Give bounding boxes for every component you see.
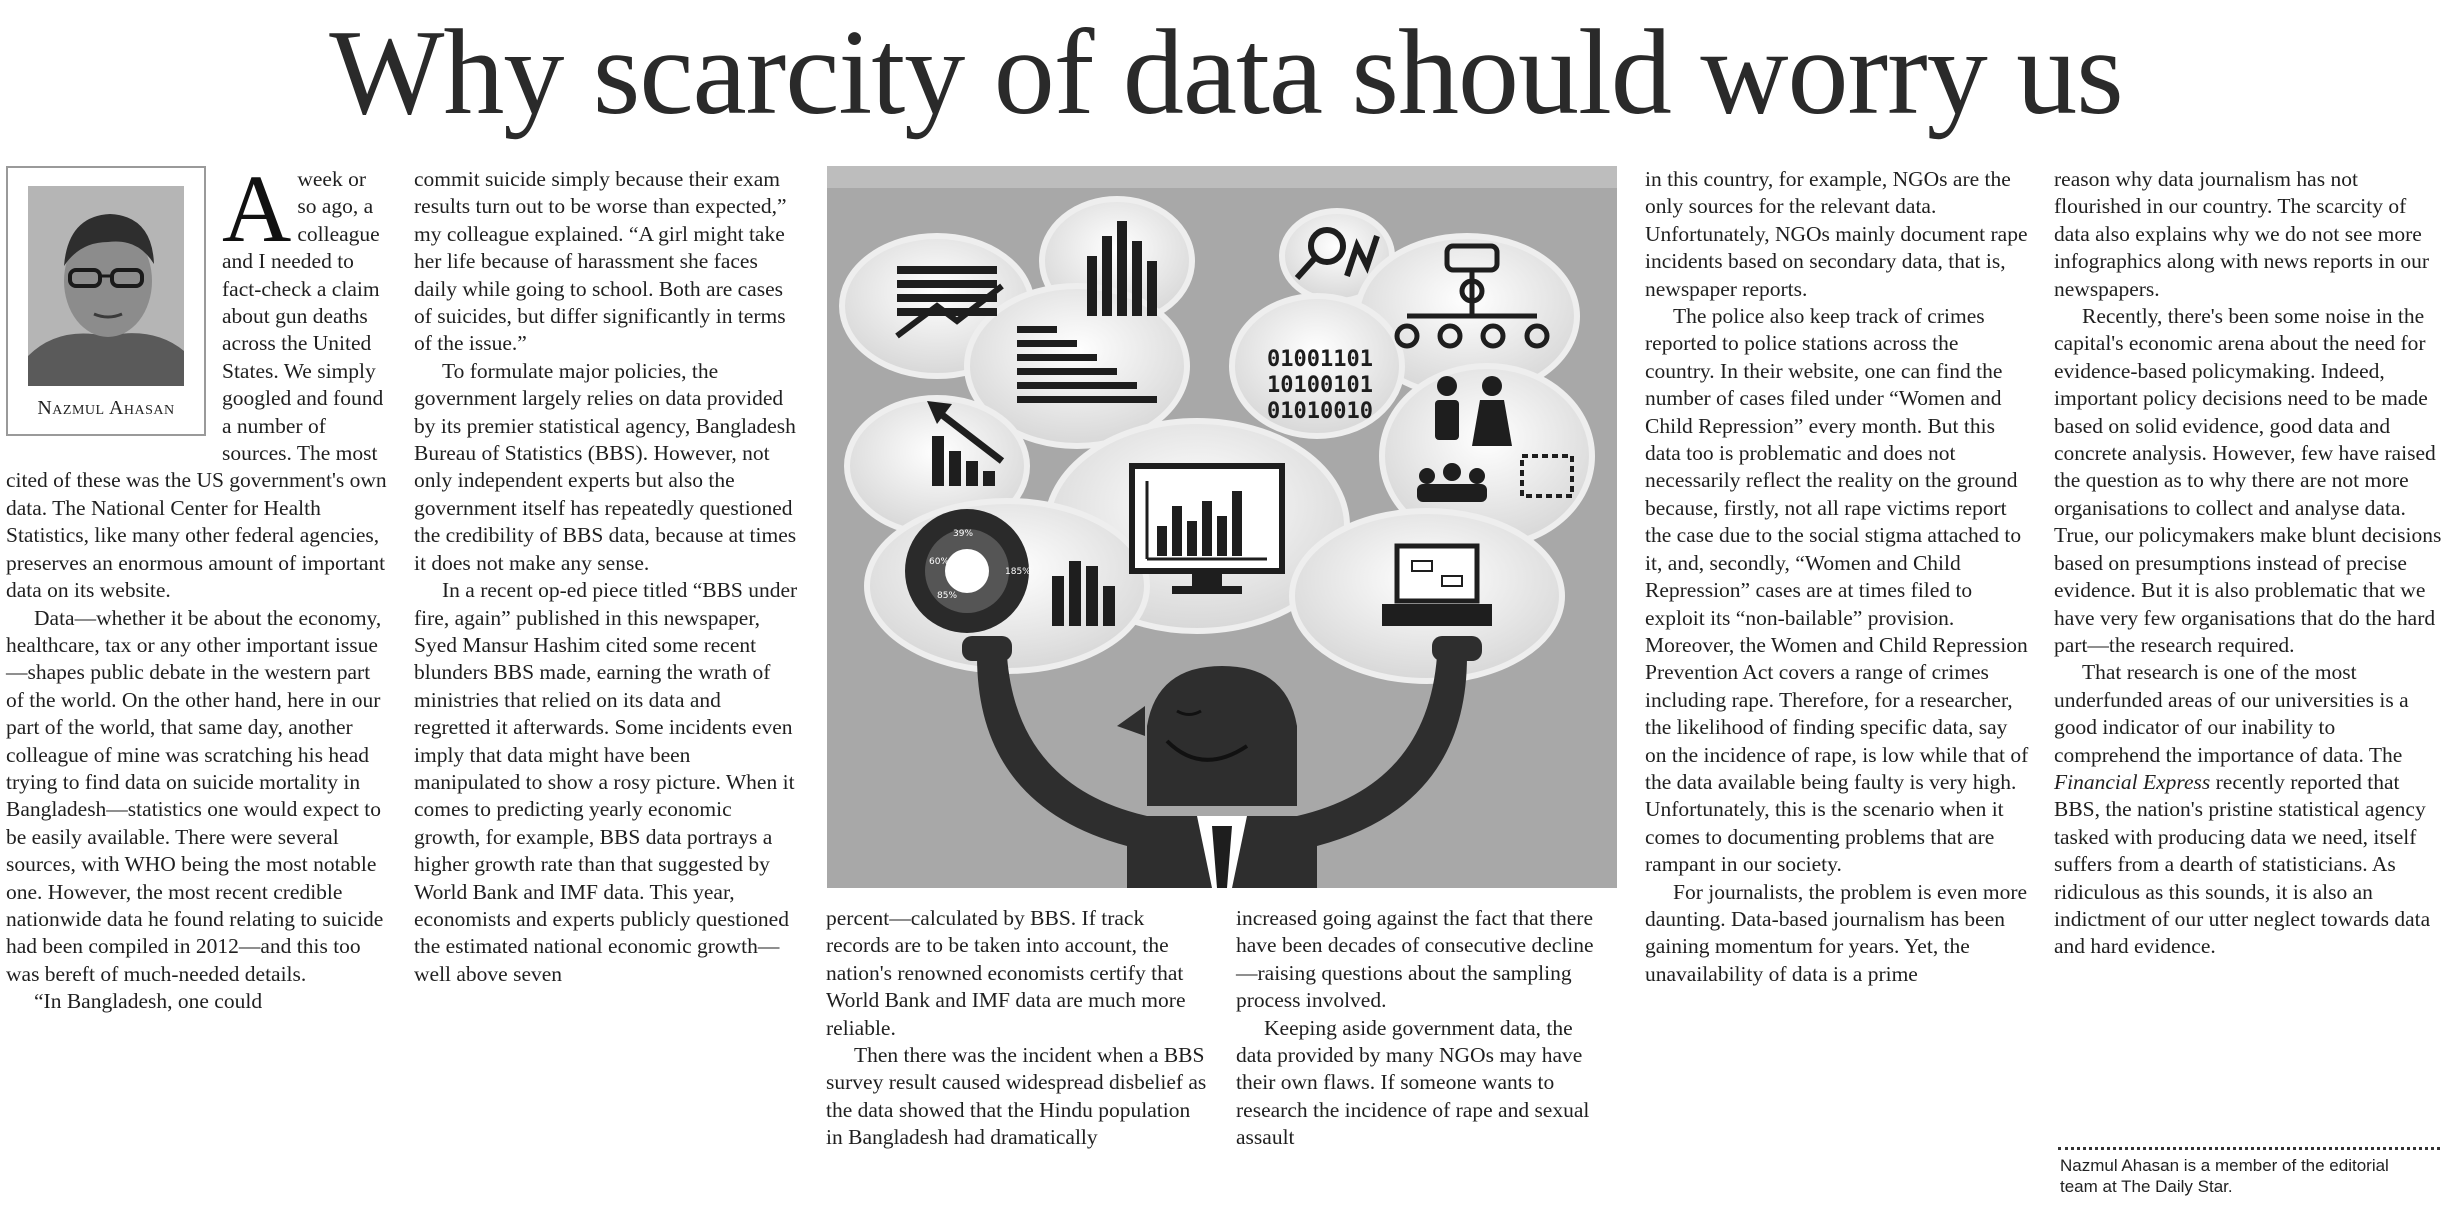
col5-paragraph-1: in this country, for example, NGOs are the only sources for the relevant data. Unfortunately, NGOs mainly document rape incidents based on secondary data, that is, newspaper reports. bbox=[1645, 167, 2028, 301]
col4-paragraph-2: Keeping aside government data, the data provided by many NGOs may have their own flaws. If someone wants to research the incidence of rape and sexual assault bbox=[1236, 1015, 1590, 1150]
col1-paragraph-1: week or so ago, a colleague and I needed to fact-check a claim about gun deaths across the United States. We simply googled and found a number of sources. The most cited of these was the US government's own data. The National Center for Health Statistics, like many other federal agencies, preserves an enormous amount of important data on its website. bbox=[6, 167, 387, 603]
author-bio-line-2: team at The Daily Star. bbox=[2060, 1177, 2233, 1196]
binary-line-3: 01010010 bbox=[1267, 399, 1373, 424]
author-photo bbox=[28, 186, 184, 386]
article-column-2 bbox=[414, 166, 800, 988]
article-column-3 bbox=[826, 905, 1211, 1152]
col6-paragraph-3-end: recently reported that BBS, the nation's pristine statistical agency tasked with producing data we need, itself suffers from a dearth of statisticians. As ridiculous as this sounds, it is also an indictment of our utter neglect towards data and hard evidence. bbox=[2054, 769, 2431, 959]
col2-paragraph-2: To formulate major policies, the government largely relies on data provided by its premier statistical agency, Bangladesh Bureau of Statistics (BBS). However, not only independent experts but also the government itself has repeatedly questioned the credibility of BBS data, because at times it does not make any sense. bbox=[414, 358, 797, 575]
donut-label-1: 39% bbox=[953, 529, 974, 539]
article-column-5 bbox=[1645, 166, 2031, 988]
col1-paragraph-2: Data—whether it be about the economy, healthcare, tax or any other important issue—shapes public debate in the western part of the world. On the other hand, here in our part of the world, that same day, another colleague of mine was scratching his head trying to find data on suicide mortality in Bangladesh—statistics one would expect to be easily available. There were several sources, with WHO being the most notable one. However, the most recent credible nationwide data he found relating to suicide had been compiled in 2012—and this too was bereft of much-needed details. bbox=[6, 605, 384, 986]
drop-cap: A bbox=[222, 155, 292, 262]
author-bio-line-1: Nazmul Ahasan is a member of the editorial bbox=[2060, 1156, 2389, 1175]
binary-line-1: 01001101 bbox=[1267, 347, 1373, 372]
publication-name: Financial Express bbox=[2054, 769, 2211, 794]
headline: Why scarcity of data should worry us bbox=[329, 5, 2123, 140]
author-bio bbox=[2060, 1155, 2440, 1197]
data-clouds-illustration bbox=[827, 166, 1617, 888]
col6-paragraph-3 bbox=[2054, 659, 2442, 960]
donut-label-2: 60% bbox=[929, 557, 950, 567]
col3-paragraph-2: Then there was the incident when a BBS survey result caused widespread disbelief as the data showed that the Hindu population in Bangladesh had dramatically bbox=[826, 1043, 1207, 1150]
col6-paragraph-2: Recently, there's been some noise in the capital's economic arena about the need for evidence-based policymaking. Indeed, important policy decisions need to be made based on solid evidence, good data and concrete analysis. However, few have raised the question as to why there are not more organisations to collect and analyse data. True, our policymakers make blunt decisions based on presumptions instead of precise evidence. But it is also problematic that we have very few organisations that do the hard part—the research required. bbox=[2054, 304, 2442, 657]
col6-paragraph-3-start: That research is one of the most underfunded areas of our universities is a good indicator of our inability to comprehend the importance of data. The bbox=[2054, 660, 2409, 767]
donut-label-4: 185% bbox=[1005, 567, 1031, 577]
col6-paragraph-1: reason why data journalism has not flourished in our country. The scarcity of data also explains why we do not see more infographics along with news reports in our newspapers. bbox=[2054, 167, 2429, 301]
author-box bbox=[6, 166, 206, 436]
author-name: Nazmul Ahasan bbox=[37, 396, 175, 419]
col2-paragraph-1: commit suicide simply because their exam results turn out to be worse than expected,” my colleague explained. “A girl might take her life because of harassment she faces daily while going to school. Both are cases of suicides, but differ significantly in terms of the issue.” bbox=[414, 167, 787, 356]
article-column-4 bbox=[1236, 905, 1612, 1152]
article-column-1 bbox=[6, 155, 390, 1016]
col5-paragraph-2: The police also keep track of crimes reported to police stations across the country. In their website, one can find the number of cases filed under “Women and Child Repression” every month. But this data too is problematic and does not necessarily reflect the reality on the ground because, firstly, not all rape victims report the case due to the social stigma attached to it, and, secondly, “Women and Child Repression” cases are at times filed to exploit its “non-bailable” provision. Moreover, the Women and Child Repression Prevention Act covers a range of crimes including rape. Therefore, for a researcher, the likelihood of finding specific data, say on the incidence of rape, is low while that of the data available being faulty is very high. Unfortunately, this is the scenario when it comes to documenting problems that are rampant in our society. bbox=[1645, 304, 2029, 877]
col4-paragraph-1: increased going against the fact that there have been decades of consecutive decline—raising questions about the sampling process involved. bbox=[1236, 906, 1594, 1013]
col3-paragraph-1: percent—calculated by BBS. If track records are to be taken into account, the nation's renowned economists certify that World Bank and IMF data are much more reliable. bbox=[826, 906, 1186, 1040]
donut-label-3: 85% bbox=[937, 591, 958, 601]
col2-paragraph-3: In a recent op-ed piece titled “BBS under fire, again” published in this newspaper, Syed Mansur Hashim cited some recent blunders BBS made, earning the wrath of ministries that relied on its data and regretted it afterwards. Some incidents even imply that data might have been manipulated to show a rosy picture. When it comes to predicting yearly economic growth, for example, BBS data portrays a higher growth rate than that suggested by World Bank and IMF data. This year, economists and experts publicly questioned the estimated national economic growth—well above seven bbox=[414, 578, 798, 986]
bio-divider bbox=[2058, 1147, 2440, 1150]
col5-paragraph-3: For journalists, the problem is even more daunting. Data-based journalism has been gaining momentum for years. Yet, the unavailability of data is a prime bbox=[1645, 879, 2028, 986]
article-column-6 bbox=[2054, 166, 2442, 961]
binary-line-2: 10100101 bbox=[1267, 373, 1373, 398]
col1-paragraph-3: “In Bangladesh, one could bbox=[34, 989, 263, 1014]
